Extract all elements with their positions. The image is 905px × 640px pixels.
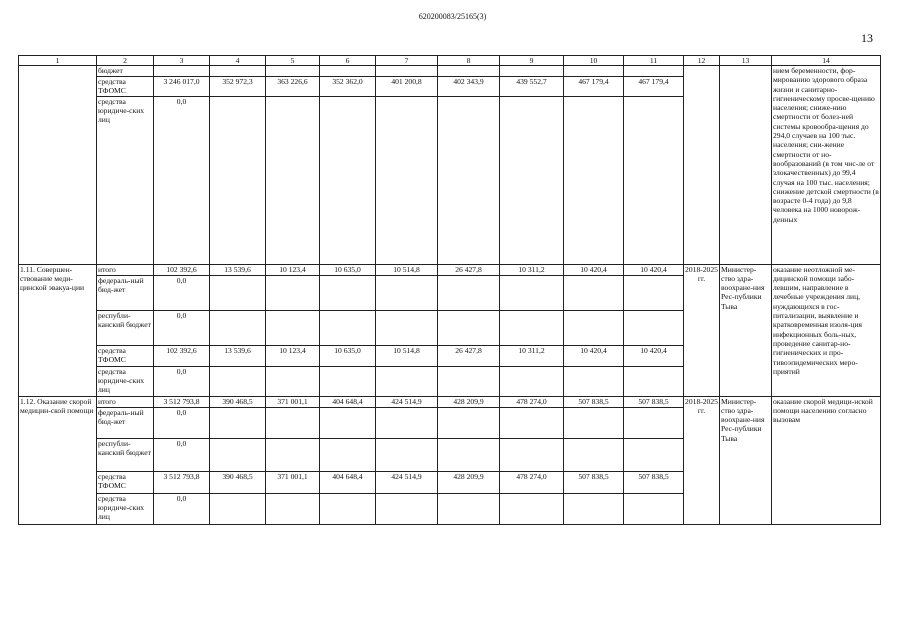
measure-name-cell [19,66,97,265]
table-cell: 10 123,4 [266,345,320,366]
table-cell: 0,0 [154,275,210,310]
table-row [19,66,881,77]
table-cell: 467 179,4 [624,77,684,97]
table-cell: 478 274,0 [500,471,564,493]
table-cell: 0,0 [154,438,210,471]
program-table [18,55,881,525]
funding-source: бюджет [97,66,154,77]
column-number: 13 [720,56,772,66]
page-number: 13 [861,31,873,45]
funding-source: федераль-ный бюд-жет [97,407,154,438]
table-cell: 10 514,8 [376,345,438,366]
table-row [19,264,881,275]
table-cell: 507 838,5 [564,396,624,407]
funding-source: средства юридиче-ских лиц [97,493,154,524]
table-cell: 10 420,4 [624,345,684,366]
table-cell: 10 420,4 [564,264,624,275]
table-cell: 0,0 [154,96,210,264]
table-cell: 10 311,2 [500,264,564,275]
table-cell: 10 123,4 [266,264,320,275]
table-cell: 10 311,2 [500,345,564,366]
column-number: 2 [97,56,154,66]
table-cell: 507 838,5 [564,471,624,493]
table-cell: 0,0 [154,407,210,438]
funding-source: федераль-ный бюд-жет [97,275,154,310]
expected-result: оказание неотложной ме-дицинской помощи забо-левшим, направление в лечебные учреждения лиц, нуждающихся в гос-питализации, выявление и кратковременная изоля-ция инфекционных боль-ных, проведение санитар-но-гигиенических и про-тивоэпидемических меро-приятий [772,264,881,396]
table-cell: 401 200,8 [376,77,438,97]
table-cell: 0,0 [154,366,210,396]
period-cell [684,66,720,265]
table-row [19,396,881,407]
table-cell: 352 362,0 [320,77,376,97]
table-cell: 390 468,5 [210,471,266,493]
table-cell: 26 427,8 [438,345,500,366]
column-number: 8 [438,56,500,66]
table-cell: 428 209,9 [438,396,500,407]
funding-source: республи-канский бюджет [97,310,154,345]
executor-cell [720,66,772,265]
table-cell: 439 552,7 [500,77,564,97]
column-number: 11 [624,56,684,66]
table-cell: 102 392,6 [154,264,210,275]
column-number: 9 [500,56,564,66]
table-cell: 404 648,4 [320,396,376,407]
funding-source: средства юридиче-ских лиц [97,366,154,396]
funding-source: средства ТФОМС [97,471,154,493]
table-cell: 390 468,5 [210,396,266,407]
funding-source: республи-канский бюджет [97,438,154,471]
column-number: 7 [376,56,438,66]
funding-source: итого [97,264,154,275]
column-number: 6 [320,56,376,66]
table-cell: 352 972,3 [210,77,266,97]
table-cell: 13 539,6 [210,264,266,275]
table-cell: 10 635,0 [320,345,376,366]
table-cell: 424 514,9 [376,396,438,407]
funding-source: средства юридиче-ских лиц [97,96,154,264]
table-cell: 428 209,9 [438,471,500,493]
period: 2018-2025 гг. [684,396,720,524]
expected-result: оказание скорой медици-нской помощи населению согласно вызовам [772,396,881,524]
funding-source: средства ТФОМС [97,77,154,97]
table-cell: 371 001,1 [266,396,320,407]
column-number: 4 [210,56,266,66]
table-cell: 363 226,6 [266,77,320,97]
table-cell: 507 838,5 [624,396,684,407]
table-cell: 10 420,4 [564,345,624,366]
table-cell: 402 343,9 [438,77,500,97]
table-cell: 10 420,4 [624,264,684,275]
column-number-row [19,56,881,66]
measure-name: 1.12. Оказание скорой медицин-ской помощи [19,396,97,524]
table-cell: 507 838,5 [624,471,684,493]
period: 2018-2025 гг. [684,264,720,396]
expected-result: нием беременности, фор-мированию здорового образа жизни и санитарно-гигиеническому просве-щению населения; сниже-нию смертности от болез-ней системы кровообра-щения до 294,0 случаев на 100 тыс. населения; сни-жение смертности от но-вообразований (в том чис-ле от злокачественных) до 99,4 случая на 100 тыс. населения; снижение детской смертности (в возрасте 0-4 года) до 9,8 человека на 1000 новорож-денных [772,66,881,265]
table-cell: 404 648,4 [320,471,376,493]
table-cell: 467 179,4 [564,77,624,97]
executor: Министер-ство здра-воохране-ния Рес-публики Тыва [720,396,772,524]
column-number: 5 [266,56,320,66]
table-cell: 102 392,6 [154,345,210,366]
table-cell: 424 514,9 [376,471,438,493]
table-cell: 10 514,8 [376,264,438,275]
funding-source: итого [97,396,154,407]
column-number: 10 [564,56,624,66]
executor: Министер-ство здра-воохране-ния Рес-публики Тыва [720,264,772,396]
table-cell: 0,0 [154,310,210,345]
column-number: 12 [684,56,720,66]
table-cell: 13 539,6 [210,345,266,366]
table-cell: 0,0 [154,493,210,524]
table-cell: 3 512 793,8 [154,471,210,493]
table-cell: 26 427,8 [438,264,500,275]
table-cell: 3 246 017,0 [154,77,210,97]
table-cell: 478 274,0 [500,396,564,407]
column-number: 1 [19,56,97,66]
column-number: 14 [772,56,881,66]
document-id: 620200083/25165(3) [418,12,487,21]
table-cell: 3 512 793,8 [154,396,210,407]
table-cell: 10 635,0 [320,264,376,275]
funding-source: средства ТФОМС [97,345,154,366]
table-cell: 371 001,1 [266,471,320,493]
measure-name: 1.11. Совершен-ствование меди-цинской эвакуа-ции [19,264,97,396]
column-number: 3 [154,56,210,66]
